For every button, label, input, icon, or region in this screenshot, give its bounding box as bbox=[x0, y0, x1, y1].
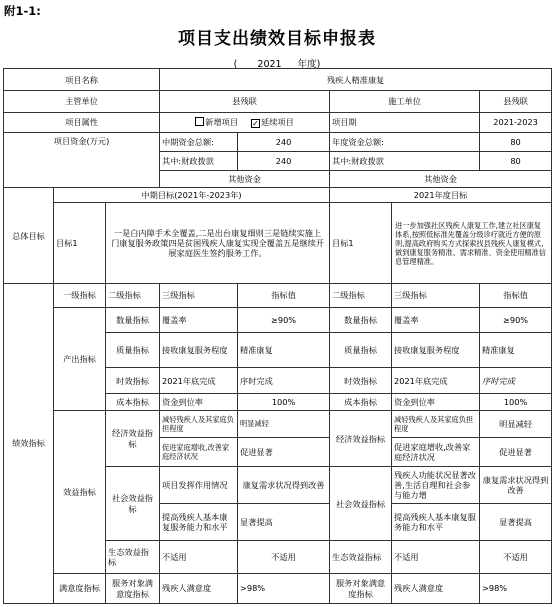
col-value-header: 指标值 bbox=[238, 284, 330, 307]
output-indicator-label: 产出指标 bbox=[54, 307, 106, 410]
row-value: >98% bbox=[238, 574, 330, 604]
row-level2: 经济效益指标 bbox=[106, 410, 160, 466]
page-title: 项目支出绩效目标申报表 bbox=[178, 29, 376, 49]
year-value: 2021 bbox=[257, 59, 282, 70]
row-level3-year: 提高残疾人基本康复服务能力和水平 bbox=[392, 503, 480, 540]
period-label: 项目期 bbox=[330, 112, 480, 132]
row-value-year: 序时完成 bbox=[480, 368, 552, 394]
row-value-year: 精准康复 bbox=[480, 333, 552, 368]
col-value-header-year: 指标值 bbox=[480, 284, 552, 307]
row-level2: 数量指标 bbox=[106, 307, 160, 333]
mid-total-label: 中期资金总额: bbox=[160, 132, 238, 151]
row-value-year: 促进显著 bbox=[480, 437, 552, 467]
row-level2: 成本指标 bbox=[106, 393, 160, 410]
row-level2-year: 社会效益指标 bbox=[330, 467, 392, 541]
year-total-value: 80 bbox=[480, 132, 552, 151]
row-value: 促进显著 bbox=[238, 437, 330, 467]
mid-goal-text: 一是白内障手术全覆盖,二是出台康复细则三是链续实施上门康复服务政策四是贫困残疾人康复实现全覆盖五是继续开展家庭医生签约服务工作。 bbox=[106, 203, 330, 284]
row-level2-year: 服务对象满意度指标 bbox=[330, 574, 392, 604]
row-level3-year: 促进家庭增收,改善家庭经济状况 bbox=[392, 437, 480, 467]
row-value: 不适用 bbox=[238, 540, 330, 573]
row-value-year: 100% bbox=[480, 393, 552, 410]
row-level2: 服务对象满意度指标 bbox=[106, 574, 160, 604]
row-level2-year: 质量指标 bbox=[330, 333, 392, 368]
row-level3: 促进家庭增收,改善家庭经济状况 bbox=[160, 437, 238, 467]
row-level3: 资金到位率 bbox=[160, 393, 238, 410]
mid-fiscal-value: 240 bbox=[238, 152, 330, 171]
checkbox-continue[interactable]: ✓ bbox=[252, 118, 259, 128]
year-fiscal-value: 80 bbox=[480, 152, 552, 171]
row-level3: 项目发挥作用情况 bbox=[160, 467, 238, 503]
row-value-year: 显著提高 bbox=[480, 503, 552, 540]
row-level3-year: 资金到位率 bbox=[392, 393, 480, 410]
row-level3: 接收康复服务程度 bbox=[160, 333, 238, 368]
year-suffix: 年度) bbox=[297, 59, 321, 70]
col-level3-header: 三级指标 bbox=[160, 284, 238, 307]
overall-goal-label: 总体目标 bbox=[4, 188, 54, 284]
fund-label: 项目资金(万元) bbox=[4, 132, 160, 187]
row-value: 100% bbox=[238, 393, 330, 410]
mid-total-value: 240 bbox=[238, 132, 330, 151]
row-level3: 提高残疾人基本康复服务能力和水平 bbox=[160, 503, 238, 540]
col-level2-header: 二级指标 bbox=[106, 284, 160, 307]
perf-indicator-label: 绩效指标 bbox=[4, 284, 54, 604]
row-level3: 2021年底完成 bbox=[160, 368, 238, 394]
year-fiscal-label: 其中:财政拨款 bbox=[330, 152, 480, 171]
row-level2: 生态效益指标 bbox=[106, 540, 160, 573]
project-name-label: 项目名称 bbox=[4, 69, 160, 91]
attr-options bbox=[160, 112, 330, 132]
checkbox-new[interactable] bbox=[195, 117, 204, 126]
row-level3-year: 残疾人功能状况显著改善,生活自理和社会参与能力增 bbox=[392, 467, 480, 503]
row-level2-year: 经济效益指标 bbox=[330, 410, 392, 466]
row-level3-year: 覆盖率 bbox=[392, 307, 480, 333]
col-level3-header-year: 三级指标 bbox=[392, 284, 480, 307]
year-total-label: 年度资金总额: bbox=[330, 132, 480, 151]
row-value: ≥90% bbox=[238, 307, 330, 333]
exec-unit-value: 县残联 bbox=[480, 91, 552, 112]
performance-target-form bbox=[3, 68, 552, 604]
row-level3: 残疾人满意度 bbox=[160, 574, 238, 604]
row-level3-year: 接收康复服务程度 bbox=[392, 333, 480, 368]
row-value-year: ≥90% bbox=[480, 307, 552, 333]
attr-continue-label: 延续项目 bbox=[261, 116, 294, 127]
dept-label: 主管单位 bbox=[4, 91, 160, 112]
row-level2-year: 成本指标 bbox=[330, 393, 392, 410]
row-level2-year: 生态效益指标 bbox=[330, 540, 392, 573]
row-level3-year: 减轻残疾人及其家庭负担程度 bbox=[392, 410, 480, 437]
row-value: 序时完成 bbox=[238, 368, 330, 394]
exec-unit-label: 施工单位 bbox=[330, 91, 480, 112]
dept-value: 县残联 bbox=[160, 91, 330, 112]
col-level2-header-year: 二级指标 bbox=[330, 284, 392, 307]
year-other-label: 其他资金 bbox=[330, 171, 552, 188]
year-paren-open: ( bbox=[233, 59, 238, 70]
year-target-label: 目标1 bbox=[330, 203, 392, 284]
effect-indicator-label: 效益指标 bbox=[54, 410, 106, 573]
row-level3: 覆盖率 bbox=[160, 307, 238, 333]
row-value: 明显减轻 bbox=[238, 410, 330, 437]
col-level1-header: 一级指标 bbox=[54, 284, 106, 307]
row-value-year: 康复需求状况得到改善 bbox=[480, 467, 552, 503]
row-level3-year: 残疾人满意度 bbox=[392, 574, 480, 604]
row-value-year: >98% bbox=[480, 574, 552, 604]
row-level2: 质量指标 bbox=[106, 333, 160, 368]
row-value: 显著提高 bbox=[238, 503, 330, 540]
row-level3: 不适用 bbox=[160, 540, 238, 573]
mid-target-label: 目标1 bbox=[54, 203, 106, 284]
satisfaction-indicator-label: 满意度指标 bbox=[54, 574, 106, 604]
mid-other-label: 其他资金 bbox=[160, 171, 330, 188]
attachment-label: 附1-1: bbox=[4, 4, 41, 18]
row-value-year: 明显减轻 bbox=[480, 410, 552, 437]
mid-fiscal-label: 其中:财政拨款 bbox=[160, 152, 238, 171]
row-level2: 社会效益指标 bbox=[106, 467, 160, 541]
mid-goal-header: 中期目标(2021年-2023年) bbox=[54, 188, 330, 203]
attr-new-label: 新增项目 bbox=[205, 116, 239, 127]
year-goal-text: 进一步加强社区残疾人康复工作,建立社区康复体系,按照低标准先覆盖分级诊疗就近方便的原则,提高政府购买方式探索找县残疾人康复模式,做到康复服务精准、需求精准、资金使用精准信息管理精准。 bbox=[392, 203, 552, 284]
row-level2: 时效指标 bbox=[106, 368, 160, 394]
row-level2-year: 数量指标 bbox=[330, 307, 392, 333]
row-level3-year: 不适用 bbox=[392, 540, 480, 573]
project-name-value: 残疾人精准康复 bbox=[160, 69, 552, 91]
row-level2-year: 时效指标 bbox=[330, 368, 392, 394]
attr-label: 项目属性 bbox=[4, 112, 160, 132]
row-level3: 减轻残疾人及其家庭负担程度 bbox=[160, 410, 238, 437]
year-goal-header: 2021年度目标 bbox=[330, 188, 552, 203]
row-value: 康复需求状况得到改善 bbox=[238, 467, 330, 503]
row-level3-year: 2021年底完成 bbox=[392, 368, 480, 394]
row-value: 精准康复 bbox=[238, 333, 330, 368]
row-value-year: 不适用 bbox=[480, 540, 552, 573]
period-value: 2021-2023 bbox=[480, 112, 552, 132]
